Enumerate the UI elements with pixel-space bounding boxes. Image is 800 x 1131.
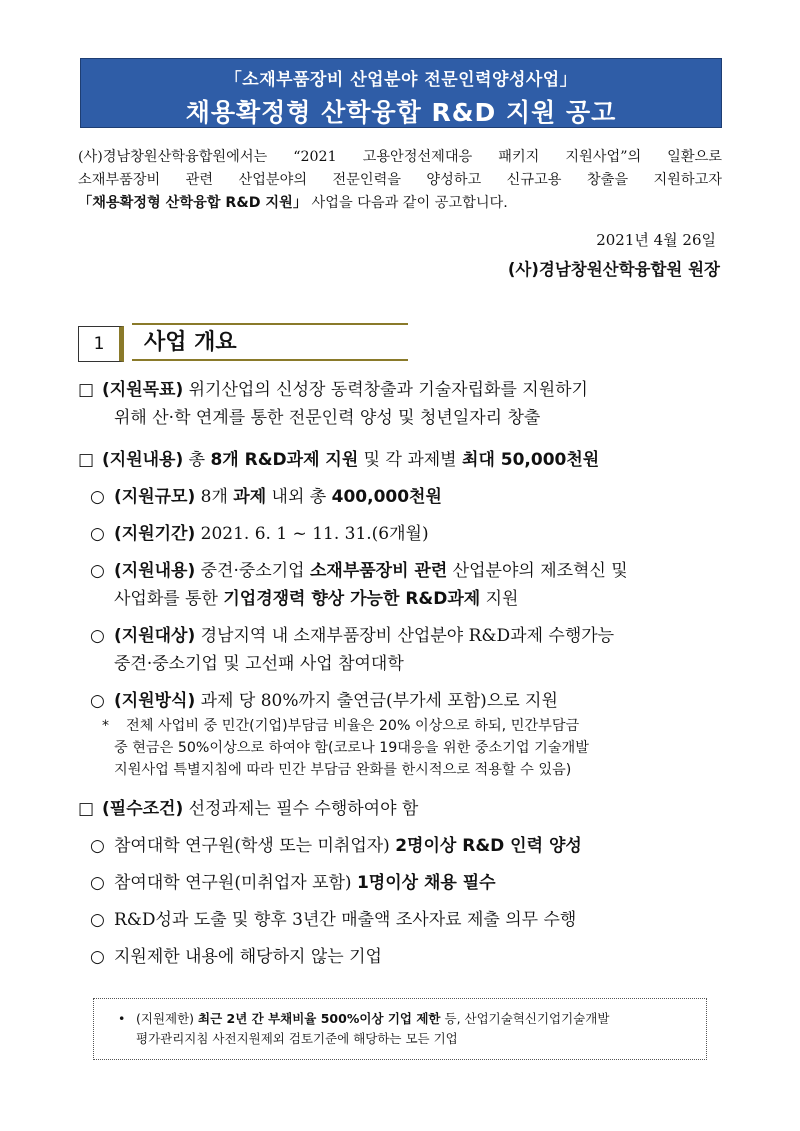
section-title: 사업 개요 (132, 323, 408, 361)
circle-bullet-icon: ○ (90, 873, 105, 893)
circle-bullet-icon: ○ (90, 561, 105, 581)
circle-bullet-icon: ○ (90, 524, 105, 544)
checkbox-square-icon: □ (78, 799, 95, 819)
item-content: □ (지원내용) 총 8개 R&D과제 지원 및 각 과제별 최대 50,000천원 (78, 446, 722, 474)
item-detail: ○ (지원내용) 중견·중소기업 소재부품장비 관련 산업분야의 제조혁신 및 (78, 557, 722, 585)
item-target-cont: 중견·중소기업 및 고선패 사업 참여대학 (114, 654, 404, 674)
circle-bullet-icon: ○ (90, 626, 105, 646)
restriction-line-1: • (지원제한) 최근 2년 간 부채비율 500%이상 기업 제한 등, 산업기술혁신기업기술개발 (118, 1009, 696, 1029)
signature: (사)경남창원산학융합원 원장 (507, 260, 720, 279)
note-line-2: 중 현금은 50%이상으로 하여야 함(코로나 19대응을 위한 중소기업 기술개발 (114, 740, 589, 756)
section-content (78, 376, 722, 971)
intro-line-3: 「채용확정형 산학융합 R&D 지원」 사업을 다음과 같이 공고합니다. (78, 195, 508, 211)
program-name: 「채용확정형 산학융합 R&D 지원」 (78, 195, 308, 211)
item-method: ○ (지원방식) 과제 당 80%까지 출연금(부가세 포함)으로 지원 (78, 687, 722, 715)
circle-bullet-icon: ○ (90, 487, 105, 507)
item-req-3: ○ R&D성과 도출 및 향후 3년간 매출액 조사자료 제출 의무 수행 (78, 906, 722, 934)
asterisk-icon: * (102, 718, 109, 734)
section-number: 1 (78, 326, 124, 362)
item-required: □ (필수조건) 선정과제는 필수 수행하여야 함 (78, 795, 722, 823)
intro-line-1: (사)경남창원산학융합원에서는 “2021 고용안정선제대응 패키지 지원사업”의 일환으로 (78, 149, 722, 165)
title-banner (80, 58, 722, 128)
item-req-2: ○ 참여대학 연구원(미취업자 포함) 1명이상 채용 필수 (78, 869, 722, 897)
banner-title: 채용확정형 산학융합 R&D 지원 공고 (185, 98, 617, 127)
announcement-date: 2021년 4월 26일 (596, 231, 716, 249)
circle-bullet-icon: ○ (90, 947, 105, 967)
circle-bullet-icon: ○ (90, 836, 105, 856)
intro-line-2: 소재부품장비 관련 산업분야의 전문인력을 양성하고 신규고용 창출을 지원하고자 (78, 172, 722, 188)
banner-subtitle: 「소재부품장비 산업분야 전문인력양성사업」 (224, 70, 578, 90)
note-line-3: 지원사업 특별지침에 따라 민간 부담금 완화를 한시적으로 적용할 수 있음) (114, 762, 572, 778)
checkbox-square-icon: □ (78, 450, 95, 470)
item-goal: □ (지원목표) 위기산업의 신성장 동력창출과 기술자립화를 지원하기 (78, 376, 722, 404)
item-req-1: ○ 참여대학 연구원(학생 또는 미취업자) 2명이상 R&D 인력 양성 (78, 832, 722, 860)
item-scale: ○ (지원규모) 8개 과제 내외 총 400,000천원 (78, 483, 722, 511)
dot-bullet-icon: • (118, 1011, 126, 1026)
item-goal-cont: 위해 산·학 연계를 통한 전문인력 양성 및 청년일자리 창출 (114, 408, 541, 428)
checkbox-square-icon: □ (78, 380, 95, 400)
restriction-box (93, 998, 707, 1060)
restriction-line-2: 평가관리지침 사전지원제외 검토기준에 해당하는 모든 기업 (136, 1031, 458, 1046)
circle-bullet-icon: ○ (90, 910, 105, 930)
circle-bullet-icon: ○ (90, 691, 105, 711)
item-detail-cont: 사업화를 통한 기업경쟁력 향상 가능한 R&D과제 지원 (114, 589, 519, 609)
item-req-4: ○ 지원제한 내용에 해당하지 않는 기업 (78, 943, 722, 971)
note-line-1: * 전체 사업비 중 민간(기업)부담금 비율은 20% 이상으로 하되, 민간부담금 (78, 715, 722, 737)
intro-paragraph (78, 146, 722, 215)
item-target: ○ (지원대상) 경남지역 내 소재부품장비 산업분야 R&D과제 수행가능 (78, 622, 722, 650)
item-period: ○ (지원기간) 2021. 6. 1 ~ 11. 31.(6개월) (78, 520, 722, 548)
